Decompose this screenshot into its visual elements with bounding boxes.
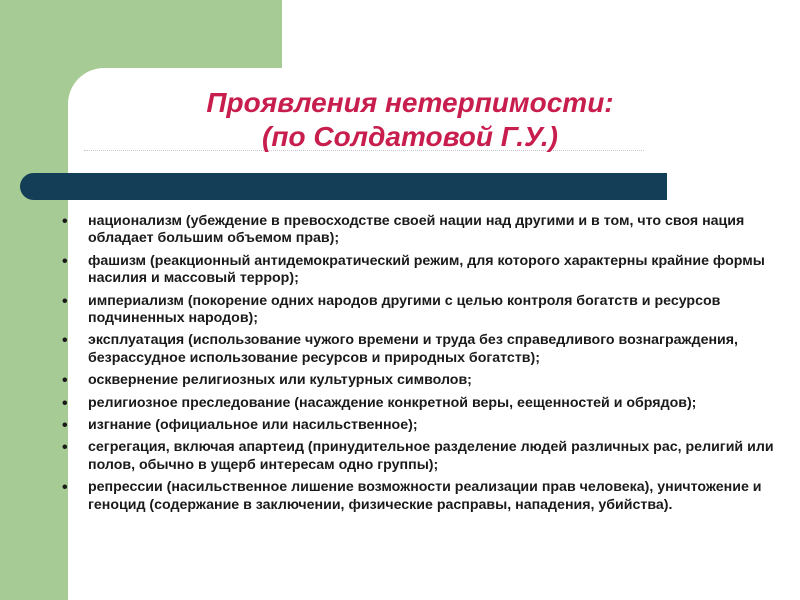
bullet-text: фашизм (реакционный антидемократический режим, для которого характерны крайние формы насилия и массовый террор); (88, 252, 765, 287)
bullet-text: осквернение религиозных или культурных символов; (88, 372, 472, 389)
bullet-dot-icon: • (62, 372, 68, 390)
bullet-item (58, 253, 788, 288)
bullet-text: религиозное преследование (насаждение конкретной веры, еещенностей и обрядов); (88, 394, 697, 411)
bullet-item (58, 395, 788, 412)
bullet-item (58, 213, 788, 248)
bullet-text: национализм (убеждение в превосходстве своей нации над другими и в том, что своя нация обладает большим объемом прав); (88, 213, 745, 247)
bullet-item (58, 479, 788, 514)
bullet-text: эксплуатация (использование чужого времени и труда без справедливого вознаграждения, безрассудное использование ресурсов и природных богатств); (88, 332, 738, 366)
title-line-2: (по Солдатовой Г.У.) (262, 121, 558, 152)
bullet-item (58, 417, 788, 434)
bullet-dot-icon: • (62, 417, 68, 435)
bullet-dot-icon: • (62, 292, 68, 310)
bullet-text: империализм (покорение одних народов другими с целью контроля богатств и ресурсов подчиненных народов); (88, 292, 721, 327)
title-underline-bar (20, 173, 667, 200)
slide-title (130, 86, 690, 154)
bullet-item (58, 332, 788, 367)
bullet-item (58, 293, 788, 328)
bullet-item (58, 439, 788, 474)
bullet-dot-icon: • (62, 439, 68, 457)
bullet-list (58, 213, 788, 519)
bullet-item (58, 372, 788, 389)
title-line-1: Проявления нетерпимости: (206, 87, 614, 118)
bullet-dot-icon: • (62, 332, 68, 350)
bullet-text: изгнание (официальное или насильственное); (88, 417, 418, 434)
bullet-dot-icon: • (62, 394, 68, 412)
bullet-dot-icon: • (62, 213, 68, 230)
bullet-dot-icon: • (62, 252, 68, 270)
bullet-dot-icon: • (62, 479, 68, 497)
bullet-text: репрессии (насильственное лишение возможности реализации прав человека), уничтожение и геноцид (содержание в заключении, физические расправы, нападения, убийства). (88, 479, 762, 513)
bullet-text: сегрегация, включая апартеид (принудительное разделение людей различных рас, религий или полов, обычно в ущерб интересам одно группы); (88, 439, 774, 473)
